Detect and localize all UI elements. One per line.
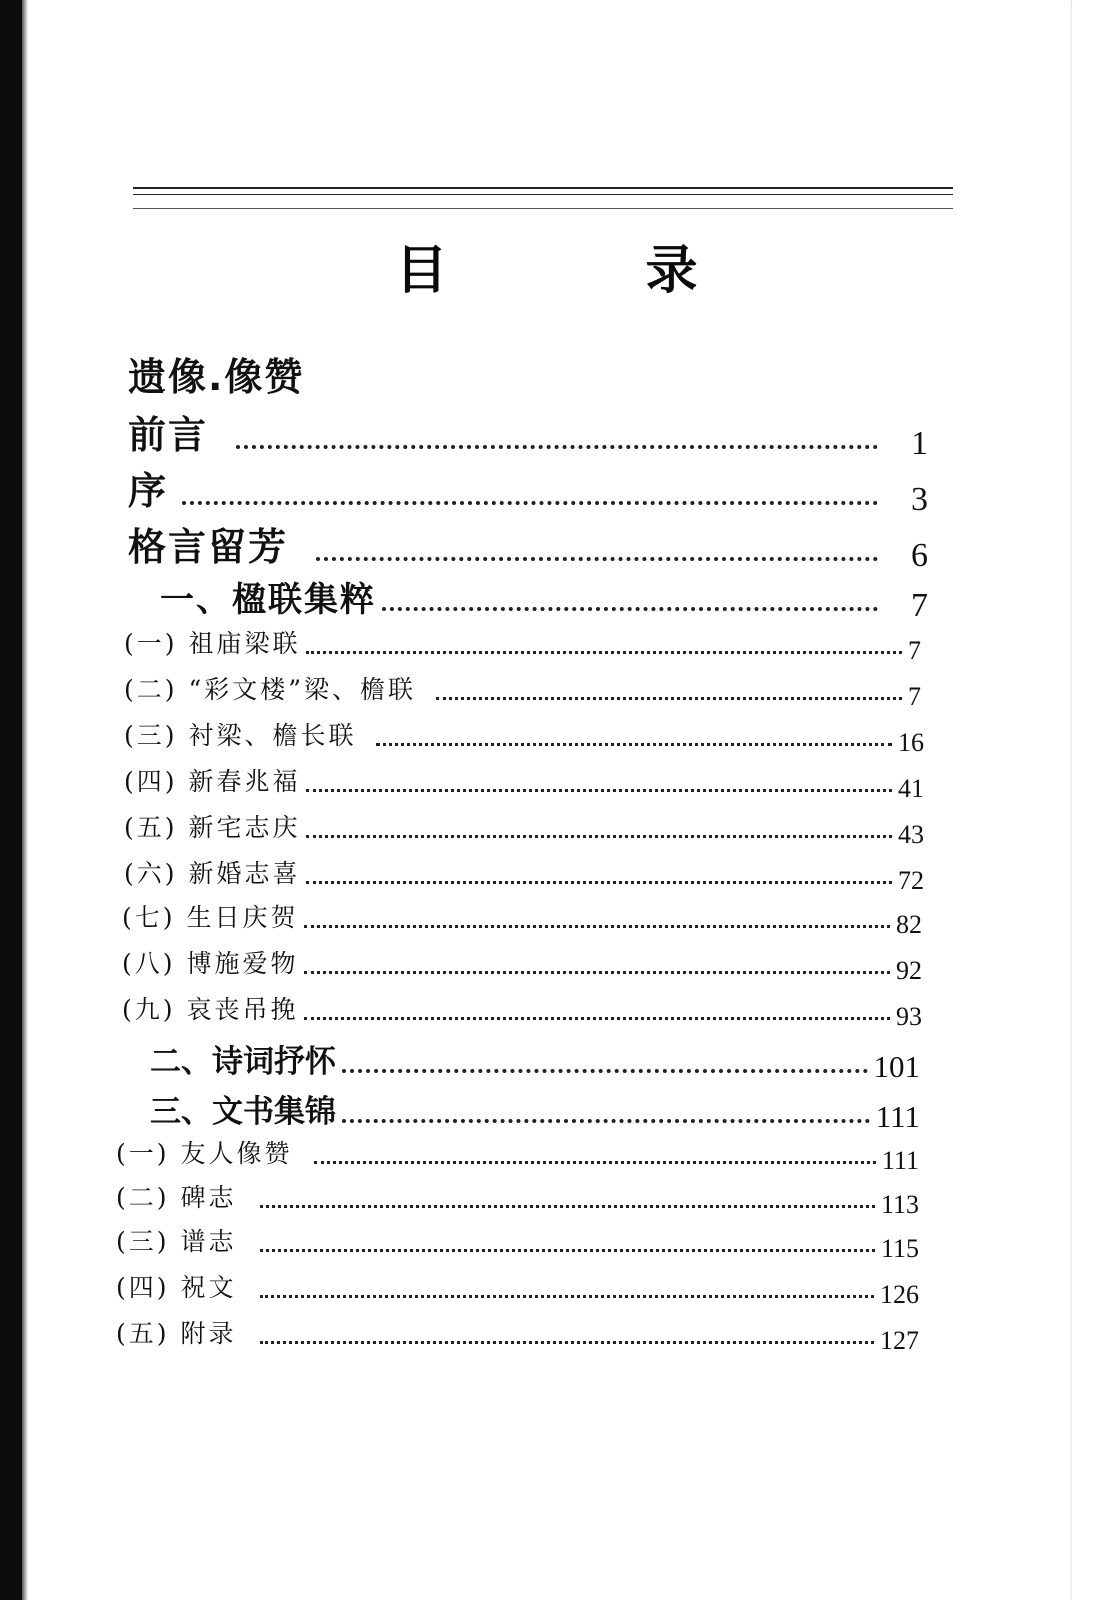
toc-entry-page: 126 [880,1280,919,1309]
toc-entry-page: 7 [908,682,921,711]
toc-entry-label: 格言留芳 [128,525,289,569]
toc-leader [306,881,892,884]
toc-entry-sub [116,1222,919,1263]
header-rule-thin [133,208,953,209]
toc-entry-page: 43 [898,820,924,849]
toc-leader [304,1017,890,1020]
toc-entry-sub [116,1268,919,1309]
page-title: 目 录 [395,241,788,301]
toc-entry-label: 一、楹联集粹 [160,580,376,620]
toc-leader [306,789,892,792]
toc-entry-label: 前言 [128,413,209,457]
toc-entry-foreword [128,460,928,518]
toc-entry-label: (一) 友人像赞 [116,1139,293,1168]
toc-entry-couplets [160,572,928,624]
toc-entry-sub [122,944,922,985]
toc-entry-sub [116,1134,919,1175]
toc-entry-page: 7 [908,636,921,665]
toc-leader [436,697,902,700]
toc-leader [382,607,878,611]
toc-entry-page: 101 [873,1049,920,1084]
toc-entry-sub [122,990,922,1031]
toc-entry-sub [124,716,924,757]
toc-entry-page: 113 [880,1190,919,1219]
toc-entry-page: 115 [880,1234,919,1263]
toc-entry-sub [116,1178,919,1219]
header-rule [133,187,953,195]
toc-leader [260,1205,874,1208]
toc-leader [342,1069,868,1073]
toc-leader [260,1249,874,1252]
toc-leader [314,1161,875,1164]
toc-entry-label: 二、诗词抒怀 [150,1044,336,1080]
toc-entry-label: (二) 碑志 [116,1183,237,1212]
toc-entry-label: (四) 祝文 [116,1273,237,1302]
toc-entry-documents [150,1086,920,1134]
toc-entry-label: (六) 新婚志喜 [124,859,301,888]
toc-leader [236,445,878,449]
toc-leader [304,925,890,928]
toc-entry-page: 82 [896,910,922,939]
toc-entry-page: 93 [896,1002,922,1031]
toc-entry-sub [116,1314,919,1355]
toc-leader [316,557,878,561]
toc-entry-sub [124,624,921,665]
toc-entry-sub [122,898,922,939]
toc-entry-label: 三、文书集锦 [150,1094,336,1130]
toc-leader [260,1295,874,1298]
toc-entry-label: (一) 祖庙梁联 [124,629,301,658]
toc-entry-page: 92 [896,956,922,985]
toc-entry-sub [124,762,924,803]
toc-entry-label: (三) 衬梁、檐长联 [124,721,357,750]
toc-entry-sub [124,670,921,711]
toc-entry-label: (九) 哀丧吊挽 [122,995,299,1024]
toc-entry-label: (四) 新春兆福 [124,767,301,796]
toc-entry-label: (五) 附录 [116,1319,237,1348]
toc-entry-page: 72 [898,866,924,895]
toc-entry-label: (二) “彩文楼”梁、檐联 [124,675,417,704]
toc-entry-page: 111 [875,1099,920,1134]
toc-entry-page: 111 [881,1146,919,1175]
toc-leader [376,743,892,746]
toc-entry-page: 127 [880,1326,919,1355]
toc-entry-label: (五) 新宅志庆 [124,813,301,842]
toc-entry-label: (八) 博施爱物 [122,949,299,978]
toc-entry-label: 遗像.像赞 [128,355,305,399]
toc-leader [182,501,878,505]
toc-entry-page: 3 [911,481,928,518]
toc-entry-page: 16 [898,728,924,757]
toc-entry-page: 1 [911,425,928,462]
toc-entry-sub [124,854,924,895]
toc-entry-page: 6 [911,537,928,574]
toc-entry-page: 41 [898,774,924,803]
toc-entry-label: (三) 谱志 [116,1227,237,1256]
toc-leader [342,1119,870,1123]
toc-leader [306,835,892,838]
toc-entry-label: 序 [128,469,169,513]
toc-entry-preface [128,404,928,462]
toc-entry-page: 7 [911,587,928,624]
toc-entry-portrait [128,346,928,401]
toc-entry-poems [150,1036,920,1084]
toc-leader [306,651,902,654]
toc-entry-maxims [128,516,928,574]
toc-entry-sub [124,808,924,849]
toc-entry-label: (七) 生日庆贺 [122,903,299,932]
toc-leader [304,971,890,974]
toc-leader [260,1341,874,1344]
